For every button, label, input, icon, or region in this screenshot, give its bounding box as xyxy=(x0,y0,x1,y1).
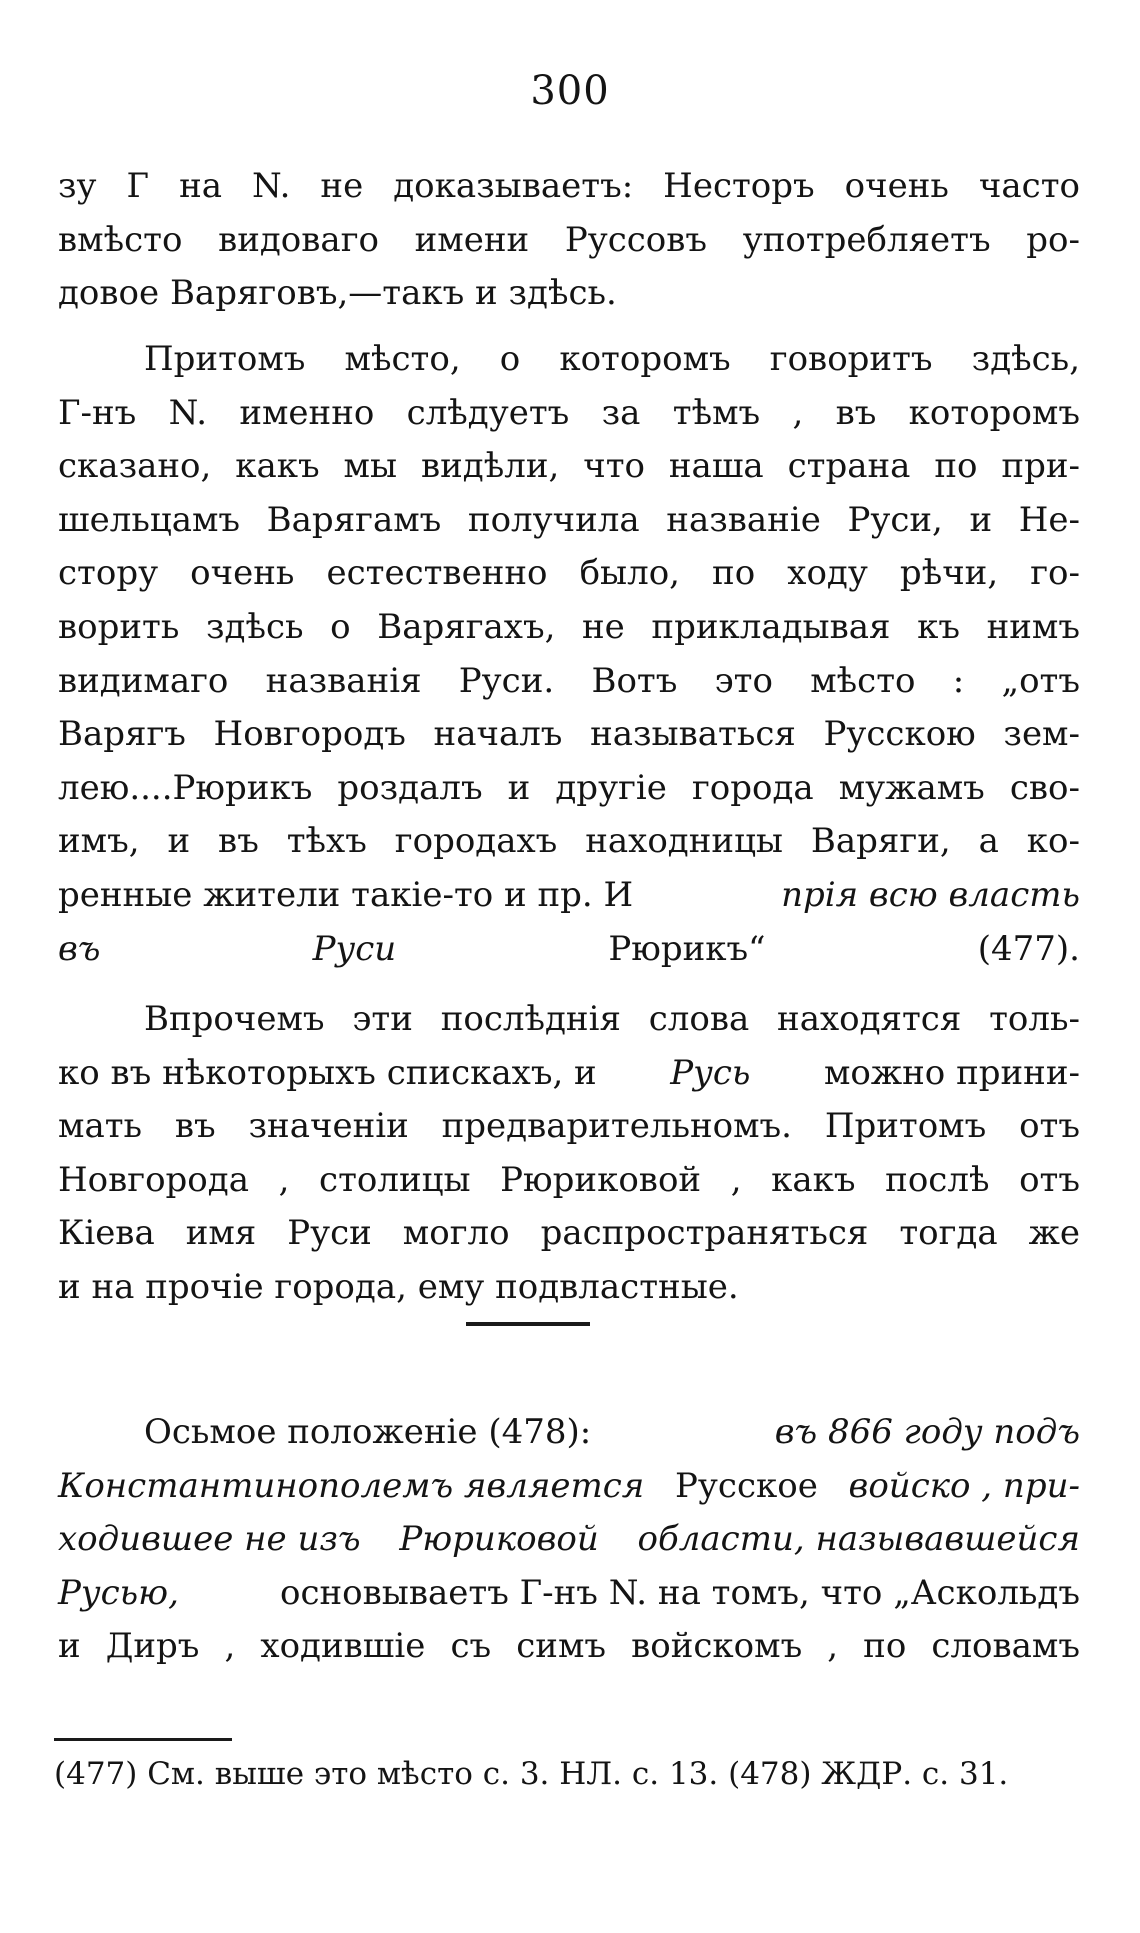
text-line xyxy=(58,923,1080,977)
text-line xyxy=(58,1513,1080,1567)
italic-span: Русь xyxy=(670,1052,751,1093)
text-span: Рюрикъ“ (477). xyxy=(608,928,1080,969)
italic-span: въ 866 году подъ xyxy=(774,1412,1080,1452)
paragraph-4 xyxy=(58,1406,1080,1674)
text-span: ко въ нѣкоторыхъ спискахъ, и xyxy=(58,1052,597,1093)
paragraph-3 xyxy=(58,993,1080,1315)
text-line: имъ, и въ тѣхъ городахъ находницы Варяги, а ко- xyxy=(58,821,1080,862)
italic-span: Рюриковой xyxy=(399,1519,599,1560)
italic-span: прія всю власть xyxy=(781,874,1080,915)
text-span: ренные жители такіе-то и пр. И xyxy=(58,874,634,915)
text-line: ворить здѣсь о Варягахъ, не прикладывая къ нимъ xyxy=(58,606,1080,647)
text-line xyxy=(58,1460,1080,1514)
text-line: видимаго названія Руси. Вотъ это мѣсто : „отъ xyxy=(58,660,1080,701)
paragraph-1 xyxy=(58,160,1080,321)
text-span: можно прини- xyxy=(823,1052,1080,1093)
text-line: довое Варяговъ,—такъ и здѣсь. xyxy=(58,273,617,314)
text-line: зу Г на N. не доказываетъ: Несторъ очень часто xyxy=(58,166,1080,206)
italic-span: Константинополемъ является xyxy=(58,1465,645,1506)
text-line: Г-нъ N. именно слѣдуетъ за тѣмъ , въ которомъ xyxy=(58,392,1080,433)
text-span: Русское xyxy=(675,1465,818,1506)
text-line: стору очень естественно было, по ходу рѣчи, го- xyxy=(58,553,1080,594)
italic-span: ходившее не изъ xyxy=(58,1519,361,1560)
text-line: и на прочіе города, ему подвластные. xyxy=(58,1266,739,1307)
footnotes: (477) См. выше это мѣсто с. 3. НЛ. с. 13. (478) ЖДР. с. 31. xyxy=(54,1756,1009,1792)
paragraph-2 xyxy=(58,333,1080,976)
text-line: Варягъ Новгородъ началъ называться Русскою зем- xyxy=(58,714,1080,755)
text-line: сказано, какъ мы видѣли, что наша страна по при- xyxy=(58,446,1080,487)
text-line: Кіева имя Руси могло распространяться тогда же xyxy=(58,1213,1080,1254)
footnote-rule xyxy=(54,1738,232,1741)
text-line xyxy=(58,1406,1080,1460)
text-line: мать въ значеніи предварительномъ. Притомъ отъ xyxy=(58,1106,1080,1147)
text-line: лею....Рюрикъ роздалъ и другіе города мужамъ сво- xyxy=(58,767,1080,808)
section-separator xyxy=(466,1322,590,1326)
italic-span: въ Руси xyxy=(58,928,397,969)
text-line: Впрочемъ эти послѣднія слова находятся толь- xyxy=(144,999,1080,1039)
text-line: Притомъ мѣсто, о которомъ говоритъ здѣсь, xyxy=(144,339,1080,379)
text-line: Новгорода , столицы Рюриковой , какъ послѣ отъ xyxy=(58,1159,1080,1200)
text-line: вмѣсто видоваго имени Руссовъ употребляетъ ро- xyxy=(58,219,1080,260)
italic-span: Русью, xyxy=(58,1572,179,1613)
text-line: шельцамъ Варягамъ получила названіе Руси, и Не- xyxy=(58,499,1080,540)
text-span: Осьмое положеніе (478): xyxy=(144,1412,592,1452)
italic-span: войско , при- xyxy=(848,1465,1080,1506)
text-line xyxy=(58,869,1080,923)
italic-span: области, называвшейся xyxy=(637,1519,1080,1560)
text-line xyxy=(58,1047,1080,1101)
text-line xyxy=(58,1567,1080,1621)
page-number: 300 xyxy=(530,68,610,114)
text-line: и Диръ , ходившіе съ симъ войскомъ , по словамъ xyxy=(58,1626,1080,1667)
text-span: основываетъ Г-нъ N. на томъ, что „Аскольдъ xyxy=(280,1572,1080,1613)
